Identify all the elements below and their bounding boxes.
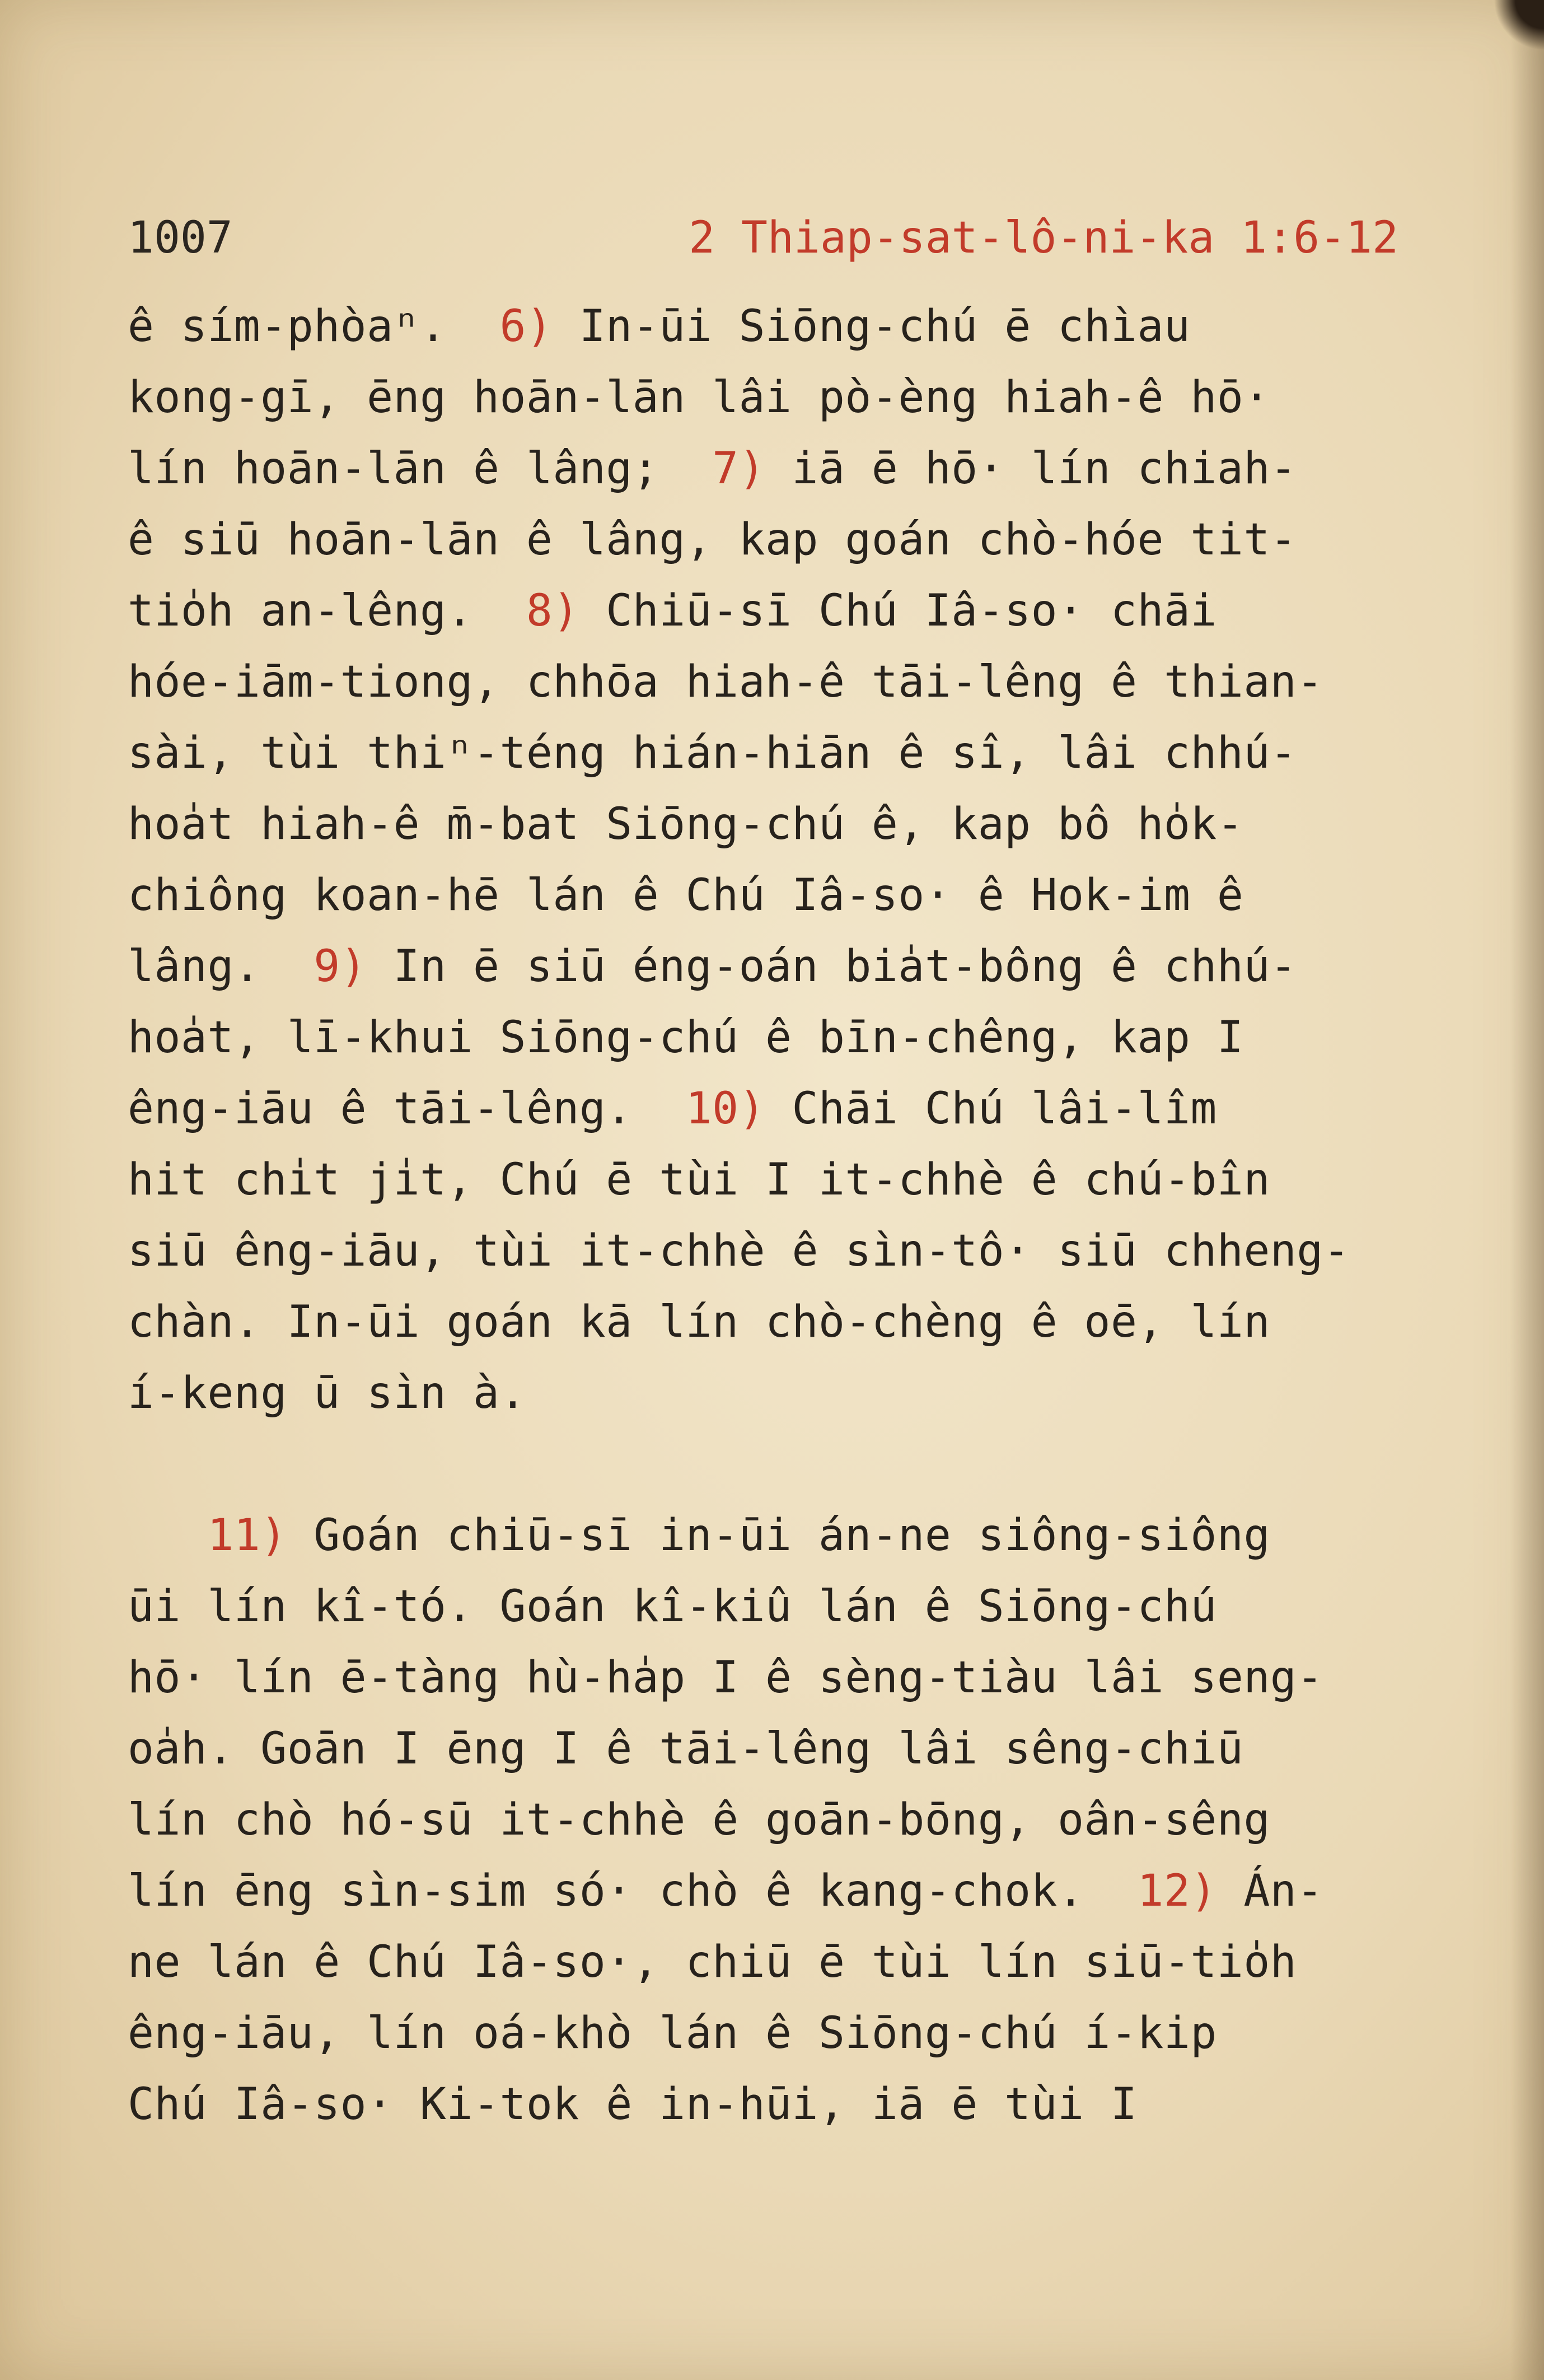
page-header <box>128 207 1398 269</box>
page-edge-shadow <box>1510 0 1544 2380</box>
scripture-text <box>128 291 1415 2140</box>
running-title: 2 Thiap-sat-lô-ni-ka 1:6-12 <box>689 213 1398 263</box>
verse-number: 9) <box>314 941 367 992</box>
verse-number: 6) <box>499 301 553 352</box>
text-line <box>128 576 1415 647</box>
text-line <box>128 718 1415 789</box>
line-text: chàn. In-ūi goán kā lín chò-chèng ê oē, lín <box>128 1297 1270 1347</box>
text-line <box>128 2069 1415 2140</box>
line-text-after-verse: Chāi Chú lâi-lîm <box>765 1084 1217 1134</box>
line-text: êng-iāu ê tāi-lêng. <box>128 1084 686 1134</box>
text-line <box>128 1998 1415 2069</box>
line-text: hóe-iām-tiong, chhōa hiah-ê tāi-lêng ê thian- <box>128 657 1323 707</box>
line-text: lâng. <box>128 941 314 992</box>
line-text-after-verse: iā ē hō· lín chiah- <box>765 444 1297 494</box>
verse-number: 8) <box>526 586 579 636</box>
text-line <box>128 647 1415 718</box>
line-text-after-verse: Chiū-sī Chú Iâ-so· chāi <box>579 586 1217 636</box>
line-text: kong-gī, ēng hoān-lān lâi pò-èng hiah-ê hō· <box>128 372 1270 423</box>
text-line <box>128 931 1415 1002</box>
verse-number: 7) <box>712 444 766 494</box>
text-line <box>128 1074 1415 1145</box>
line-text: hit chi̍t ji̍t, Chú ē tùi I it-chhè ê chú-bîn <box>128 1155 1270 1205</box>
text-line <box>128 362 1415 433</box>
line-text-after-verse: Goán chiū-sī in-ūi án-ne siông-siông <box>287 1510 1270 1561</box>
text-line <box>128 1500 1415 1571</box>
line-text: lín chò hó-sū it-chhè ê goān-bōng, oân-sêng <box>128 1795 1270 1845</box>
line-text: chiông koan-hē lán ê Chú Iâ-so· ê Hok-im ê <box>128 870 1244 921</box>
verse-number: 11) <box>207 1510 287 1561</box>
line-text: hō· lín ē-tàng hù-ha̍p I ê sèng-tiàu lâi seng- <box>128 1653 1323 1703</box>
line-text: sài, tùi thiⁿ-téng hián-hiān ê sî, lâi chhú- <box>128 728 1297 778</box>
line-text-after-verse: In-ūi Siōng-chú ē chìau <box>553 301 1191 352</box>
line-text-after-verse: In ē siū éng-oán bia̍t-bông ê chhú- <box>367 941 1297 992</box>
line-text: hoa̍t, lī-khui Siōng-chú ê bīn-chêng, kap I <box>128 1012 1244 1063</box>
line-text: êng-iāu, lín oá-khò lán ê Siōng-chú í-kip <box>128 2008 1217 2059</box>
text-line <box>128 1856 1415 1927</box>
text-line <box>128 1358 1415 1429</box>
text-line <box>128 433 1415 505</box>
verse-number: 10) <box>685 1084 766 1134</box>
text-line <box>128 1002 1415 1074</box>
text-line <box>128 1785 1415 1856</box>
line-text-after-verse: Án- <box>1217 1866 1323 1916</box>
text-line <box>128 505 1415 576</box>
text-line <box>128 1927 1415 1998</box>
text-line <box>128 291 1415 362</box>
line-text: lín hoān-lān ê lâng; <box>128 444 713 494</box>
text-line <box>128 1642 1415 1714</box>
line-text: hoa̍t hiah-ê m̄-bat Siōng-chú ê, kap bô ho̍k- <box>128 799 1244 850</box>
text-line <box>128 1145 1415 1216</box>
page-number: 1007 <box>128 213 233 263</box>
line-text: tio̍h an-lêng. <box>128 586 526 636</box>
verse-number: 12) <box>1137 1866 1217 1916</box>
line-text: siū êng-iāu, tùi it-chhè ê sìn-tô· siū chheng- <box>128 1226 1350 1276</box>
line-text: ne lán ê Chú Iâ-so·, chiū ē tùi lín siū-tio̍h <box>128 1937 1297 1987</box>
text-line <box>128 789 1415 860</box>
corner-shadow <box>1494 0 1544 50</box>
text-line <box>128 860 1415 931</box>
text-line <box>128 1714 1415 1785</box>
line-text: Chú Iâ-so· Ki-tok ê in-hūi, iā ē tùi I <box>128 2079 1138 2130</box>
line-text: ê sím-phòaⁿ. <box>128 301 500 352</box>
line-text: ūi lín kî-tó. Goán kî-kiû lán ê Siōng-chú <box>128 1581 1217 1632</box>
text-line <box>128 1216 1415 1287</box>
line-text: ê siū hoān-lān ê lâng, kap goán chò-hóe tit- <box>128 515 1297 565</box>
text-line <box>128 1571 1415 1642</box>
text-line <box>128 1287 1415 1358</box>
line-text: í-keng ū sìn à. <box>128 1368 526 1418</box>
line-text: oa̍h. Goān I ēng I ê tāi-lêng lâi sêng-chiū <box>128 1724 1244 1774</box>
line-text <box>128 1510 207 1561</box>
line-text: lín ēng sìn-sim só· chò ê kang-chok. <box>128 1866 1138 1916</box>
text-line <box>128 1429 1415 1500</box>
